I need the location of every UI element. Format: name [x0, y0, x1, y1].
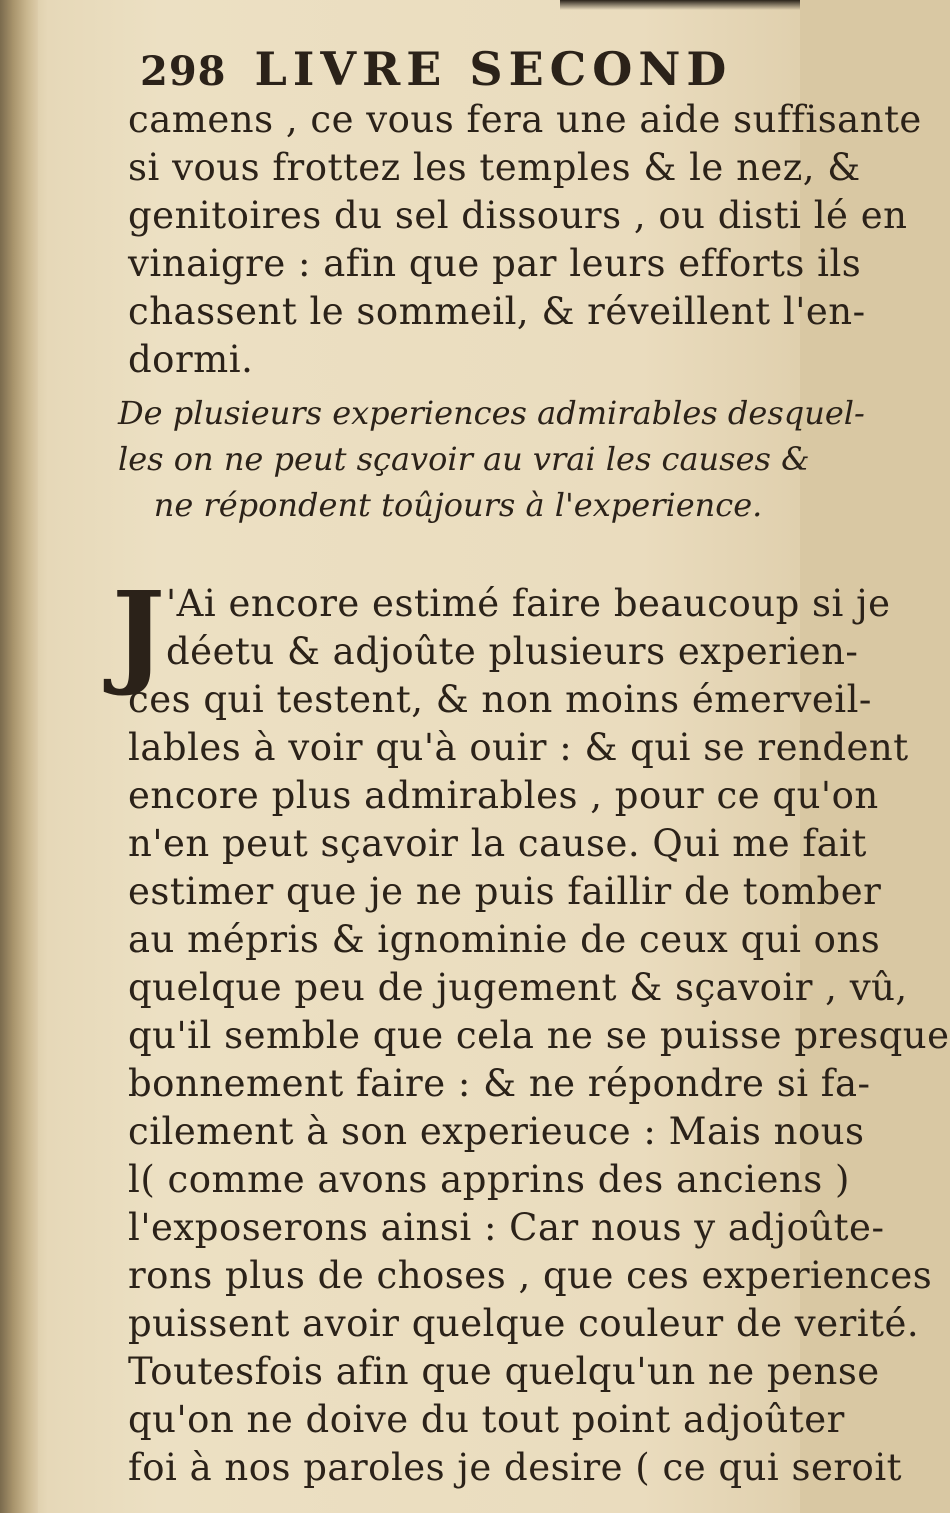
text-line: lables à voir qu'à ouir : & qui se rendent	[128, 726, 909, 769]
text-line: bonnement faire : & ne répondre si fa-	[128, 1062, 871, 1105]
text-line: camens , ce vous fera une aide suffisante	[128, 98, 922, 141]
text-line: l( comme avons apprins des anciens )	[128, 1158, 850, 1201]
text-line: l'exposerons ainsi : Car nous y adjoûte-	[128, 1206, 885, 1249]
paragraph-2	[128, 580, 950, 1492]
page-header	[140, 42, 740, 102]
text-line: qu'il semble que cela ne se puisse presque	[128, 1014, 950, 1057]
heading-line: De plusieurs experiences admirables desquel-	[118, 394, 865, 432]
text-line: chassent le sommeil, & réveillent l'en-	[128, 290, 866, 333]
book-binding	[0, 0, 38, 1513]
text-line: encore plus admirables , pour ce qu'on	[128, 774, 879, 817]
text-line: Toutesfois afin que quelqu'un ne pense	[128, 1350, 880, 1393]
text-line: 'Ai encore estimé faire beaucoup si je	[166, 582, 891, 625]
heading-line: ne répondent toûjours à l'experience.	[153, 486, 763, 524]
section-heading	[118, 390, 865, 528]
page-number: 298	[140, 48, 227, 95]
paragraph-1	[128, 96, 922, 384]
text-line: vinaigre : afin que par leurs efforts ils	[128, 242, 862, 285]
text-line: puissent avoir quelque couleur de verité.	[128, 1302, 920, 1345]
text-line: ces qui testent, & non moins émerveil-	[128, 678, 872, 721]
text-line: cilement à son experieuce : Mais nous	[128, 1110, 865, 1153]
text-line: estimer que je ne puis faillir de tomber	[128, 870, 882, 913]
text-line: quelque peu de jugement & sçavoir , vû,	[128, 966, 908, 1009]
text-line: genitoires du sel dissours , ou disti lé en	[128, 194, 908, 237]
text-line: qu'on ne doive du tout point adjoûter	[128, 1398, 845, 1441]
text-line: rons plus de choses , que ces experiences	[128, 1254, 933, 1297]
text-line: au mépris & ignominie de ceux qui ons	[128, 918, 881, 961]
text-line: déetu & adjoûte plusieurs experien-	[166, 630, 859, 673]
page-edge-shadow	[560, 0, 800, 10]
text-line: foi à nos paroles je desire ( ce qui seroit	[128, 1446, 903, 1489]
running-title: LIVRE SECOND	[254, 42, 733, 96]
text-line: dormi.	[128, 338, 254, 381]
text-line: n'en peut sçavoir la cause. Qui me fait	[128, 822, 867, 865]
text-line: si vous frottez les temples & le nez, &	[128, 146, 861, 189]
drop-cap: J	[112, 568, 165, 699]
heading-line: les on ne peut sçavoir au vrai les causes &	[118, 440, 810, 478]
